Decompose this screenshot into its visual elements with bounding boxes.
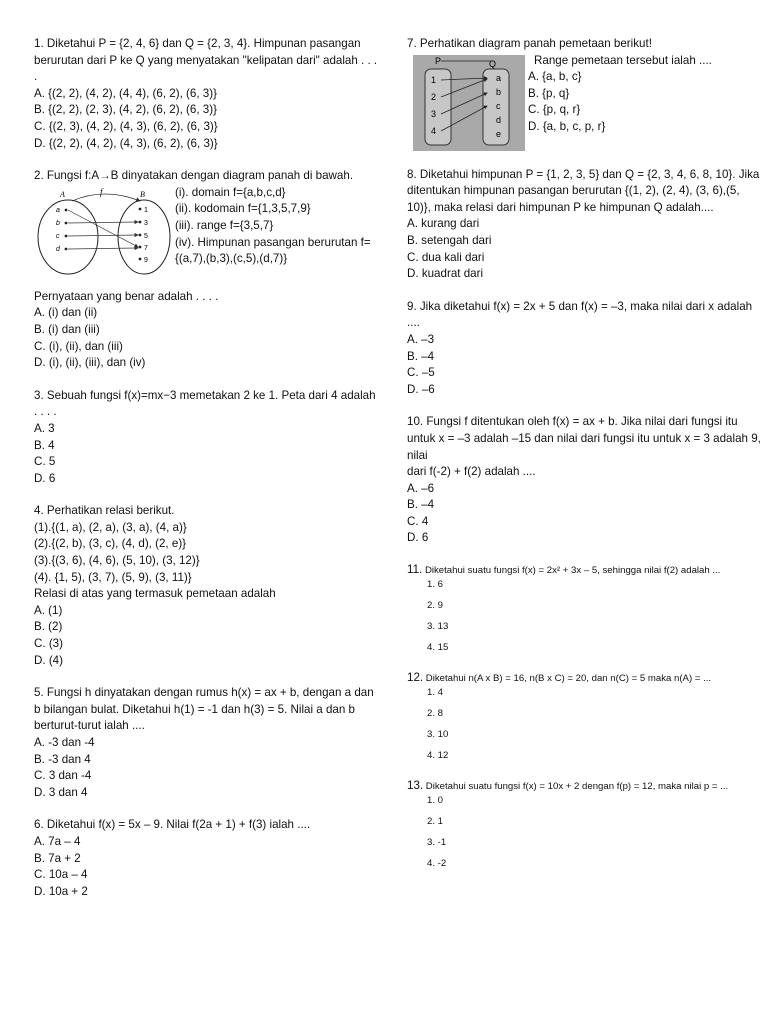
relation-2: (2).{(2, b), (3, c), (4, d), (2, e)} (34, 537, 187, 551)
question-9-option-d: D. –6 (407, 382, 435, 396)
question-11-option-1: 1. 6 (427, 579, 444, 591)
question-6-option-c: C. 10a – 4 (34, 868, 88, 882)
question-4-option-c: C. (3) (34, 637, 63, 651)
left-column (34, 36, 379, 916)
codomain-d: d (496, 114, 502, 125)
question-8-option-b: B. setengah dari (407, 233, 492, 247)
question-1-option-b: B. {(2, 2), (2, 3), (4, 2), (6, 2), (6, 3)} (34, 103, 217, 117)
question-3-option-c: C. 5 (34, 455, 56, 469)
question-4-prompt: Relasi di atas yang termasuk pemetaan adalah (34, 587, 276, 601)
question-12-header (407, 671, 763, 686)
question-4-option-b: B. (2) (34, 620, 63, 634)
domain-2: 2 (431, 91, 437, 102)
question-8-option-c: C. dua kali dari (407, 250, 485, 264)
question-13-stem: Diketahui suatu fungsi f(x) = 10x + 2 dengan f(p) = 12, maka nilai p = ... (425, 781, 729, 793)
question-1-option-c: C. {(2, 3), (4, 2), (4, 3), (6, 2), (6, 3)} (34, 119, 218, 133)
domain-b: b (56, 219, 60, 227)
question-12-option-2: 2. 8 (427, 708, 444, 720)
question-1-stem: 1. Diketahui P = {2, 4, 6} dan Q = {2, 3, 4}. Himpunan pasangan berurutan dari P ke Q yang menyatakan "kelipatan dari" adalah . . . . (34, 37, 378, 84)
question-12 (407, 671, 763, 763)
question-2-option-d: D. (i), (ii), (iii), dan (iv) (34, 356, 146, 370)
question-5-option-d: D. 3 dan 4 (34, 785, 88, 799)
statement-i: (i). domain f={a,b,c,d} (175, 185, 286, 199)
question-6-option-b: B. 7a + 2 (34, 851, 81, 865)
question-11-stem: Diketahui suatu fungsi f(x) = 2x² + 3x – 5, sehingga nilai f(2) adalah ... (424, 565, 721, 577)
codomain-b: b (496, 86, 502, 97)
question-11-number: 11. (407, 563, 423, 577)
question-6 (34, 817, 379, 900)
question-13-header (407, 779, 763, 794)
question-11-options (407, 578, 763, 655)
question-3-option-d: D. 6 (34, 471, 56, 485)
question-10-option-c: C. 4 (407, 514, 429, 528)
question-9 (407, 299, 763, 399)
question-7-option-c: C. {p, q, r} (528, 103, 581, 117)
question-2-stem: 2. Fungsi f:A→B dinyatakan dengan diagram panah di bawah. (34, 169, 354, 183)
question-5-stem: 5. Fungsi h dinyatakan dengan rumus h(x) = ax + b, dengan a dan b bilangan bulat. Diketahui h(1) = -1 dan h(3) = 5. Nilai a dan b berturut-turut ialah .... (34, 686, 374, 733)
question-6-option-d: D. 10a + 2 (34, 884, 88, 898)
question-2-statements (175, 185, 380, 268)
question-3 (34, 388, 379, 488)
question-1 (34, 36, 379, 152)
question-4-option-a: A. (1) (34, 603, 63, 617)
question-9-option-a: A. –3 (407, 332, 435, 346)
relation-3: (3).{(3, 6), (4, 6), (5, 10), (3, 12)} (34, 554, 200, 568)
codomain-9: 9 (144, 256, 148, 264)
question-9-stem: 9. Jika diketahui f(x) = 2x + 5 dan f(x) = –3, maka nilai dari x adalah .... (407, 299, 753, 330)
question-5 (34, 685, 379, 801)
codomain-7: 7 (144, 244, 148, 252)
question-10-stem: 10. Fungsi f ditentukan oleh f(x) = ax + b. Jika nilai dari fungsi itu untuk x = –3 adalah –15 dan nilai dari fungsi itu untuk x = 3 adalah 9, nilai (407, 415, 761, 462)
set-a-ellipse (38, 200, 98, 274)
question-13-option-2: 2. 1 (427, 816, 444, 828)
set-p-box (425, 69, 451, 145)
codomain-3: 3 (144, 219, 148, 227)
statement-ii: (ii). kodomain f={1,3,5,7,9} (175, 202, 311, 216)
question-13-options (407, 794, 763, 871)
codomain-1: 1 (144, 206, 148, 214)
question-10 (407, 414, 763, 547)
question-12-options (407, 686, 763, 763)
question-7-stem: 7. Perhatikan diagram panah pemetaan berikut! (407, 37, 652, 50)
statement-iv: (iv). Himpunan pasangan berurutan f={(a,7),(b,3),(c,5),(d,7)} (175, 235, 371, 266)
question-1-option-a: A. {(2, 2), (4, 2), (4, 4), (6, 2), (6, 3)} (34, 86, 217, 100)
diagram-label-q: Q (489, 58, 497, 69)
codomain-a: a (496, 72, 502, 83)
question-12-number: 12. (407, 671, 424, 685)
question-4-stem: 4. Perhatikan relasi berikut. (34, 504, 175, 518)
question-9-option-b: B. –4 (407, 349, 435, 363)
question-2 (34, 168, 379, 372)
question-7-option-a: A. {a, b, c} (528, 70, 582, 84)
question-11-option-4: 4. 15 (427, 642, 449, 654)
question-11 (407, 563, 763, 655)
diagram-label-b: B (140, 189, 145, 199)
relation-4: (4). {1, 5), (3, 7), (5, 9), (3, 11)} (34, 570, 192, 584)
question-12-stem: Diketahui n(A x B) = 16, n(B x C) = 20, dan n(C) = 5 maka n(A) = ... (425, 673, 712, 685)
diagram-label-p: P (435, 55, 442, 66)
question-1-option-d: D. {(2, 2), (4, 2), (4, 3), (6, 2), (6, 3)} (34, 136, 218, 150)
question-12-option-4: 4. 12 (427, 750, 449, 762)
question-5-option-a: A. -3 dan -4 (34, 736, 95, 749)
question-8-option-d: D. kuadrat dari (407, 267, 484, 281)
question-3-option-a: A. 3 (34, 421, 55, 435)
question-3-option-b: B. 4 (34, 438, 55, 452)
arrow-diagram-photo (413, 55, 525, 151)
question-2-figure (34, 185, 379, 289)
question-6-stem: 6. Diketahui f(x) = 5x – 9. Nilai f(2a + 1) + f(3) ialah .... (34, 818, 311, 832)
arrow-diagram-a-to-b (34, 187, 174, 287)
codomain-c: c (496, 100, 501, 111)
question-11-option-3: 3. 13 (427, 621, 449, 633)
question-12-option-1: 1. 4 (427, 687, 444, 699)
domain-a: a (56, 206, 60, 214)
question-10-stem-end: dari f(-2) + f(2) adalah .... (407, 465, 536, 479)
question-4 (34, 503, 379, 669)
question-13-option-3: 3. -1 (427, 837, 447, 849)
question-6-option-a: A. 7a – 4 (34, 834, 81, 848)
question-7-prompt: Range pemetaan tersebut ialah .... (534, 53, 712, 67)
question-10-option-d: D. 6 (407, 531, 429, 545)
question-11-header (407, 563, 763, 578)
question-5-option-b: B. -3 dan 4 (34, 752, 91, 766)
question-7-figure (407, 53, 763, 151)
question-10-option-b: B. –4 (407, 498, 435, 512)
question-8-stem: 8. Diketahui himpunan P = {1, 2, 3, 5} dan Q = {2, 3, 4, 6, 8, 10}. Jika ditentukan himpunan pasangan berurutan {(1, 2), (2, 4), (3, 6),(5, 10)}, maka relasi dari himpunan P ke himpunan Q adalah.... (407, 167, 760, 214)
domain-c: c (56, 232, 60, 240)
relation-1: (1).{(1, a), (2, a), (3, a), (4, a)} (34, 520, 187, 534)
question-13-option-4: 4. -2 (427, 858, 447, 870)
question-11-option-2: 2. 9 (427, 600, 444, 612)
question-5-option-c: C. 3 dan -4 (34, 769, 92, 783)
question-2-prompt: Pernyataan yang benar adalah . . . . (34, 289, 219, 303)
codomain-e: e (496, 128, 502, 139)
domain-1: 1 (431, 74, 437, 85)
question-7-option-b: B. {p, q} (528, 86, 570, 100)
codomain-5: 5 (144, 232, 148, 240)
question-13-number: 13. (407, 779, 424, 793)
question-9-option-c: C. –5 (407, 366, 435, 380)
question-7 (407, 36, 763, 151)
statement-iii: (iii). range f={3,5,7} (175, 218, 274, 232)
diagram-label-a: A (60, 189, 65, 199)
question-7-answers (528, 53, 758, 136)
domain-4: 4 (431, 125, 437, 136)
domain-d: d (56, 245, 60, 253)
question-12-option-3: 3. 10 (427, 729, 449, 741)
question-10-option-a: A. –6 (407, 481, 435, 495)
diagram-label-f: f (100, 186, 103, 197)
question-3-stem: 3. Sebuah fungsi f(x)=mx−3 memetakan 2 ke 1. Peta dari 4 adalah . . . . (34, 388, 376, 419)
question-4-option-d: D. (4) (34, 653, 63, 667)
question-13 (407, 779, 763, 871)
question-8 (407, 167, 763, 283)
question-13-option-1: 1. 0 (427, 795, 444, 807)
right-column (407, 36, 763, 887)
question-2-option-c: C. (i), (ii), dan (iii) (34, 339, 123, 353)
question-7-option-d: D. {a, b, c, p, r} (528, 119, 606, 133)
question-2-option-a: A. (i) dan (ii) (34, 306, 98, 320)
domain-3: 3 (431, 108, 437, 119)
question-2-option-b: B. (i) dan (iii) (34, 322, 100, 336)
question-8-option-a: A. kurang dari (407, 217, 480, 231)
